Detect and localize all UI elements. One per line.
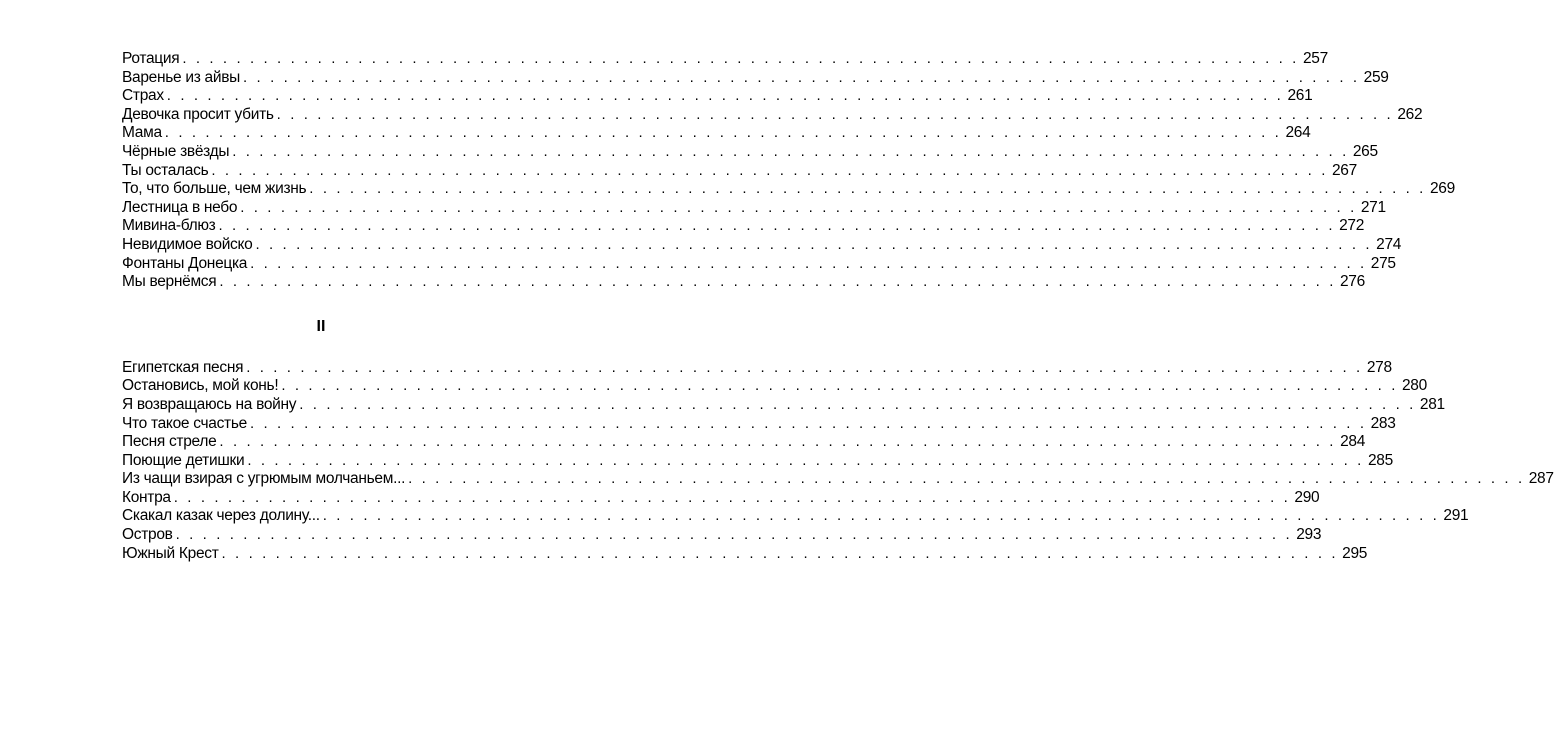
toc-entry <box>122 507 1469 526</box>
toc-entry-title: Скакал казак через долину... <box>122 507 320 525</box>
toc-entry <box>122 198 1386 218</box>
toc-entry-title: Невидимое войско <box>122 235 253 253</box>
toc-entry <box>122 526 1322 545</box>
toc-entry-title: Страх <box>122 87 164 105</box>
dot-leader: . . . . . . . . . . . . . . . . . . . . . . . . . . . . . . . . . . . . . . . . . . . . . . . . . . . . . . . . . . . . . . . . . . . . . . . . . . . . . . . . . . . <box>250 254 1367 272</box>
toc-entry <box>122 273 1365 292</box>
toc-entry-page: 272 <box>1339 217 1365 235</box>
toc-entry-title: Египетская песня <box>122 358 244 376</box>
toc-entry <box>122 414 1396 434</box>
toc-entry-title: Ты осталась <box>122 161 209 179</box>
dot-leader: . . . . . . . . . . . . . . . . . . . . . . . . . . . . . . . . . . . . . . . . . . . . . . . . . . . . . . . . . . . . . . . . . . . . . . . . . . . . . . . . . . . <box>219 273 1336 291</box>
toc-section-1 <box>122 50 1455 292</box>
toc-entry <box>122 124 1311 143</box>
toc-entry-title: Мивина-блюз <box>122 217 216 235</box>
toc-entry-page: 293 <box>1296 526 1322 544</box>
dot-leader: . . . . . . . . . . . . . . . . . . . . . . . . . . . . . . . . . . . . . . . . . . . . . . . . . . . . . . . . . . . . . . . . . . . . . . . . . . . . . . . . . . . <box>299 395 1416 413</box>
toc-entry-page: 262 <box>1397 105 1423 123</box>
toc-entry <box>122 358 1392 378</box>
toc-entry-page: 261 <box>1287 87 1313 105</box>
toc-entry-title: Контра <box>122 488 171 506</box>
toc-entry-title: Девочка просит убить <box>122 105 274 123</box>
dot-leader: . . . . . . . . . . . . . . . . . . . . . . . . . . . . . . . . . . . . . . . . . . . . . . . . . . . . . . . . . . . . . . . . . . . . . . . . . . . . . . . . . . . <box>232 142 1349 160</box>
toc-entry <box>122 105 1423 125</box>
toc-entry-page: 287 <box>1528 470 1554 488</box>
toc-entry <box>122 377 1427 396</box>
toc-entry-title: То, что больше, чем жизнь <box>122 180 307 198</box>
dot-leader: . . . . . . . . . . . . . . . . . . . . . . . . . . . . . . . . . . . . . . . . . . . . . . . . . . . . . . . . . . . . . . . . . . . . . . . . . . . . . . . . . . . <box>182 50 1299 67</box>
toc-entry-page: 271 <box>1360 198 1386 216</box>
dot-leader: . . . . . . . . . . . . . . . . . . . . . . . . . . . . . . . . . . . . . . . . . . . . . . . . . . . . . . . . . . . . . . . . . . . . . . . . . . . . . . . . . . . <box>249 414 1367 432</box>
dot-leader: . . . . . . . . . . . . . . . . . . . . . . . . . . . . . . . . . . . . . . . . . . . . . . . . . . . . . . . . . . . . . . . . . . . . . . . . . . . . . . . . . . . <box>408 470 1525 488</box>
toc-entry-title: Что такое счастье <box>122 414 247 432</box>
dot-leader: . . . . . . . . . . . . . . . . . . . . . . . . . . . . . . . . . . . . . . . . . . . . . . . . . . . . . . . . . . . . . . . . . . . . . . . . . . . . . . . . . . . <box>218 217 1336 235</box>
toc-entry-page: 281 <box>1419 395 1445 413</box>
toc-entry <box>122 470 1554 489</box>
toc-entry-page: 265 <box>1352 142 1378 160</box>
toc-entry-page: 274 <box>1376 235 1402 253</box>
dot-leader: . . . . . . . . . . . . . . . . . . . . . . . . . . . . . . . . . . . . . . . . . . . . . . . . . . . . . . . . . . . . . . . . . . . . . . . . . . . . . . . . . . . <box>211 161 1328 179</box>
toc-entry-title: Поющие детишки <box>122 451 245 469</box>
dot-leader: . . . . . . . . . . . . . . . . . . . . . . . . . . . . . . . . . . . . . . . . . . . . . . . . . . . . . . . . . . . . . . . . . . . . . . . . . . . . . . . . . . . <box>247 451 1364 469</box>
toc-entry <box>122 395 1445 415</box>
toc-entry <box>122 451 1393 471</box>
toc-entry-page: 291 <box>1443 507 1469 525</box>
toc-entry-page: 264 <box>1285 124 1311 142</box>
toc-entry-page: 275 <box>1370 254 1396 272</box>
dot-leader: . . . . . . . . . . . . . . . . . . . . . . . . . . . . . . . . . . . . . . . . . . . . . . . . . . . . . . . . . . . . . . . . . . . . . . . . . . . . . . . . . . . <box>240 198 1357 216</box>
dot-leader: . . . . . . . . . . . . . . . . . . . . . . . . . . . . . . . . . . . . . . . . . . . . . . . . . . . . . . . . . . . . . . . . . . . . . . . . . . . . . . . . . . . <box>309 180 1426 198</box>
toc-entry <box>122 488 1320 508</box>
toc-entry-title: Остановись, мой конь! <box>122 377 279 395</box>
toc-entry <box>122 87 1313 106</box>
toc-entry <box>122 68 1389 88</box>
toc-entry-page: 285 <box>1367 451 1393 469</box>
dot-leader: . . . . . . . . . . . . . . . . . . . . . . . . . . . . . . . . . . . . . . . . . . . . . . . . . . . . . . . . . . . . . . . . . . . . . . . . . . . . . . . . . . . <box>166 87 1284 105</box>
toc-entry <box>122 217 1365 236</box>
toc-entry <box>122 254 1396 274</box>
toc-entry <box>122 50 1328 69</box>
toc-entry <box>122 235 1402 255</box>
dot-leader: . . . . . . . . . . . . . . . . . . . . . . . . . . . . . . . . . . . . . . . . . . . . . . . . . . . . . . . . . . . . . . . . . . . . . . . . . . . . . . . . . . . <box>276 105 1394 123</box>
toc-entry-title: Остров <box>122 526 173 544</box>
dot-leader: . . . . . . . . . . . . . . . . . . . . . . . . . . . . . . . . . . . . . . . . . . . . . . . . . . . . . . . . . . . . . . . . . . . . . . . . . . . . . . . . . . . <box>164 124 1282 142</box>
toc-entry-page: 283 <box>1370 414 1396 432</box>
toc-entry-title: Мы вернёмся <box>122 273 217 291</box>
toc-entry-page: 259 <box>1363 68 1389 86</box>
toc-entry-page: 290 <box>1294 488 1320 506</box>
toc-entry-page: 280 <box>1401 377 1427 395</box>
dot-leader: . . . . . . . . . . . . . . . . . . . . . . . . . . . . . . . . . . . . . . . . . . . . . . . . . . . . . . . . . . . . . . . . . . . . . . . . . . . . . . . . . . . <box>255 235 1373 253</box>
toc-entry-page: 295 <box>1342 544 1368 562</box>
dot-leader: . . . . . . . . . . . . . . . . . . . . . . . . . . . . . . . . . . . . . . . . . . . . . . . . . . . . . . . . . . . . . . . . . . . . . . . . . . . . . . . . . . . <box>246 358 1363 376</box>
toc-entry <box>122 544 1368 564</box>
toc-entry-page: 284 <box>1340 433 1366 451</box>
toc-entry-title: Ротация <box>122 50 180 67</box>
dot-leader: . . . . . . . . . . . . . . . . . . . . . . . . . . . . . . . . . . . . . . . . . . . . . . . . . . . . . . . . . . . . . . . . . . . . . . . . . . . . . . . . . . . <box>173 488 1291 506</box>
toc-entry-title: Песня стреле <box>122 433 217 451</box>
toc-entry <box>122 142 1378 162</box>
dot-leader: . . . . . . . . . . . . . . . . . . . . . . . . . . . . . . . . . . . . . . . . . . . . . . . . . . . . . . . . . . . . . . . . . . . . . . . . . . . . . . . . . . . <box>243 68 1360 86</box>
toc-entry-title: Лестница в небо <box>122 198 238 216</box>
table-of-contents <box>122 50 1554 563</box>
section-heading: II <box>316 317 326 335</box>
toc-entry-title: Я возвращаюсь на войну <box>122 395 297 413</box>
toc-entry-page: 278 <box>1366 358 1392 376</box>
toc-entry <box>122 433 1366 452</box>
toc-entry-page: 269 <box>1429 180 1455 198</box>
toc-entry-title: Фонтаны Донецка <box>122 254 248 272</box>
toc-entry-title: Южный Крест <box>122 544 219 562</box>
toc-entry-title: Варенье из айвы <box>122 68 240 86</box>
toc-entry-page: 267 <box>1331 161 1357 179</box>
toc-entry-title: Мама <box>122 124 162 142</box>
toc-section-2 <box>122 358 1554 564</box>
toc-entry-title: Чёрные звёзды <box>122 142 230 160</box>
dot-leader: . . . . . . . . . . . . . . . . . . . . . . . . . . . . . . . . . . . . . . . . . . . . . . . . . . . . . . . . . . . . . . . . . . . . . . . . . . . . . . . . . . . <box>221 544 1339 562</box>
dot-leader: . . . . . . . . . . . . . . . . . . . . . . . . . . . . . . . . . . . . . . . . . . . . . . . . . . . . . . . . . . . . . . . . . . . . . . . . . . . . . . . . . . . <box>219 433 1337 451</box>
dot-leader: . . . . . . . . . . . . . . . . . . . . . . . . . . . . . . . . . . . . . . . . . . . . . . . . . . . . . . . . . . . . . . . . . . . . . . . . . . . . . . . . . . . <box>281 377 1398 395</box>
dot-leader: . . . . . . . . . . . . . . . . . . . . . . . . . . . . . . . . . . . . . . . . . . . . . . . . . . . . . . . . . . . . . . . . . . . . . . . . . . . . . . . . . . . <box>175 526 1293 544</box>
toc-entry-page: 276 <box>1339 273 1365 291</box>
dot-leader: . . . . . . . . . . . . . . . . . . . . . . . . . . . . . . . . . . . . . . . . . . . . . . . . . . . . . . . . . . . . . . . . . . . . . . . . . . . . . . . . . . . <box>322 507 1440 525</box>
toc-entry-page: 257 <box>1302 50 1328 67</box>
toc-entry <box>122 161 1357 181</box>
toc-entry-title: Из чащи взирая с угрюмым молчаньем... <box>122 470 406 488</box>
toc-entry <box>122 180 1455 199</box>
